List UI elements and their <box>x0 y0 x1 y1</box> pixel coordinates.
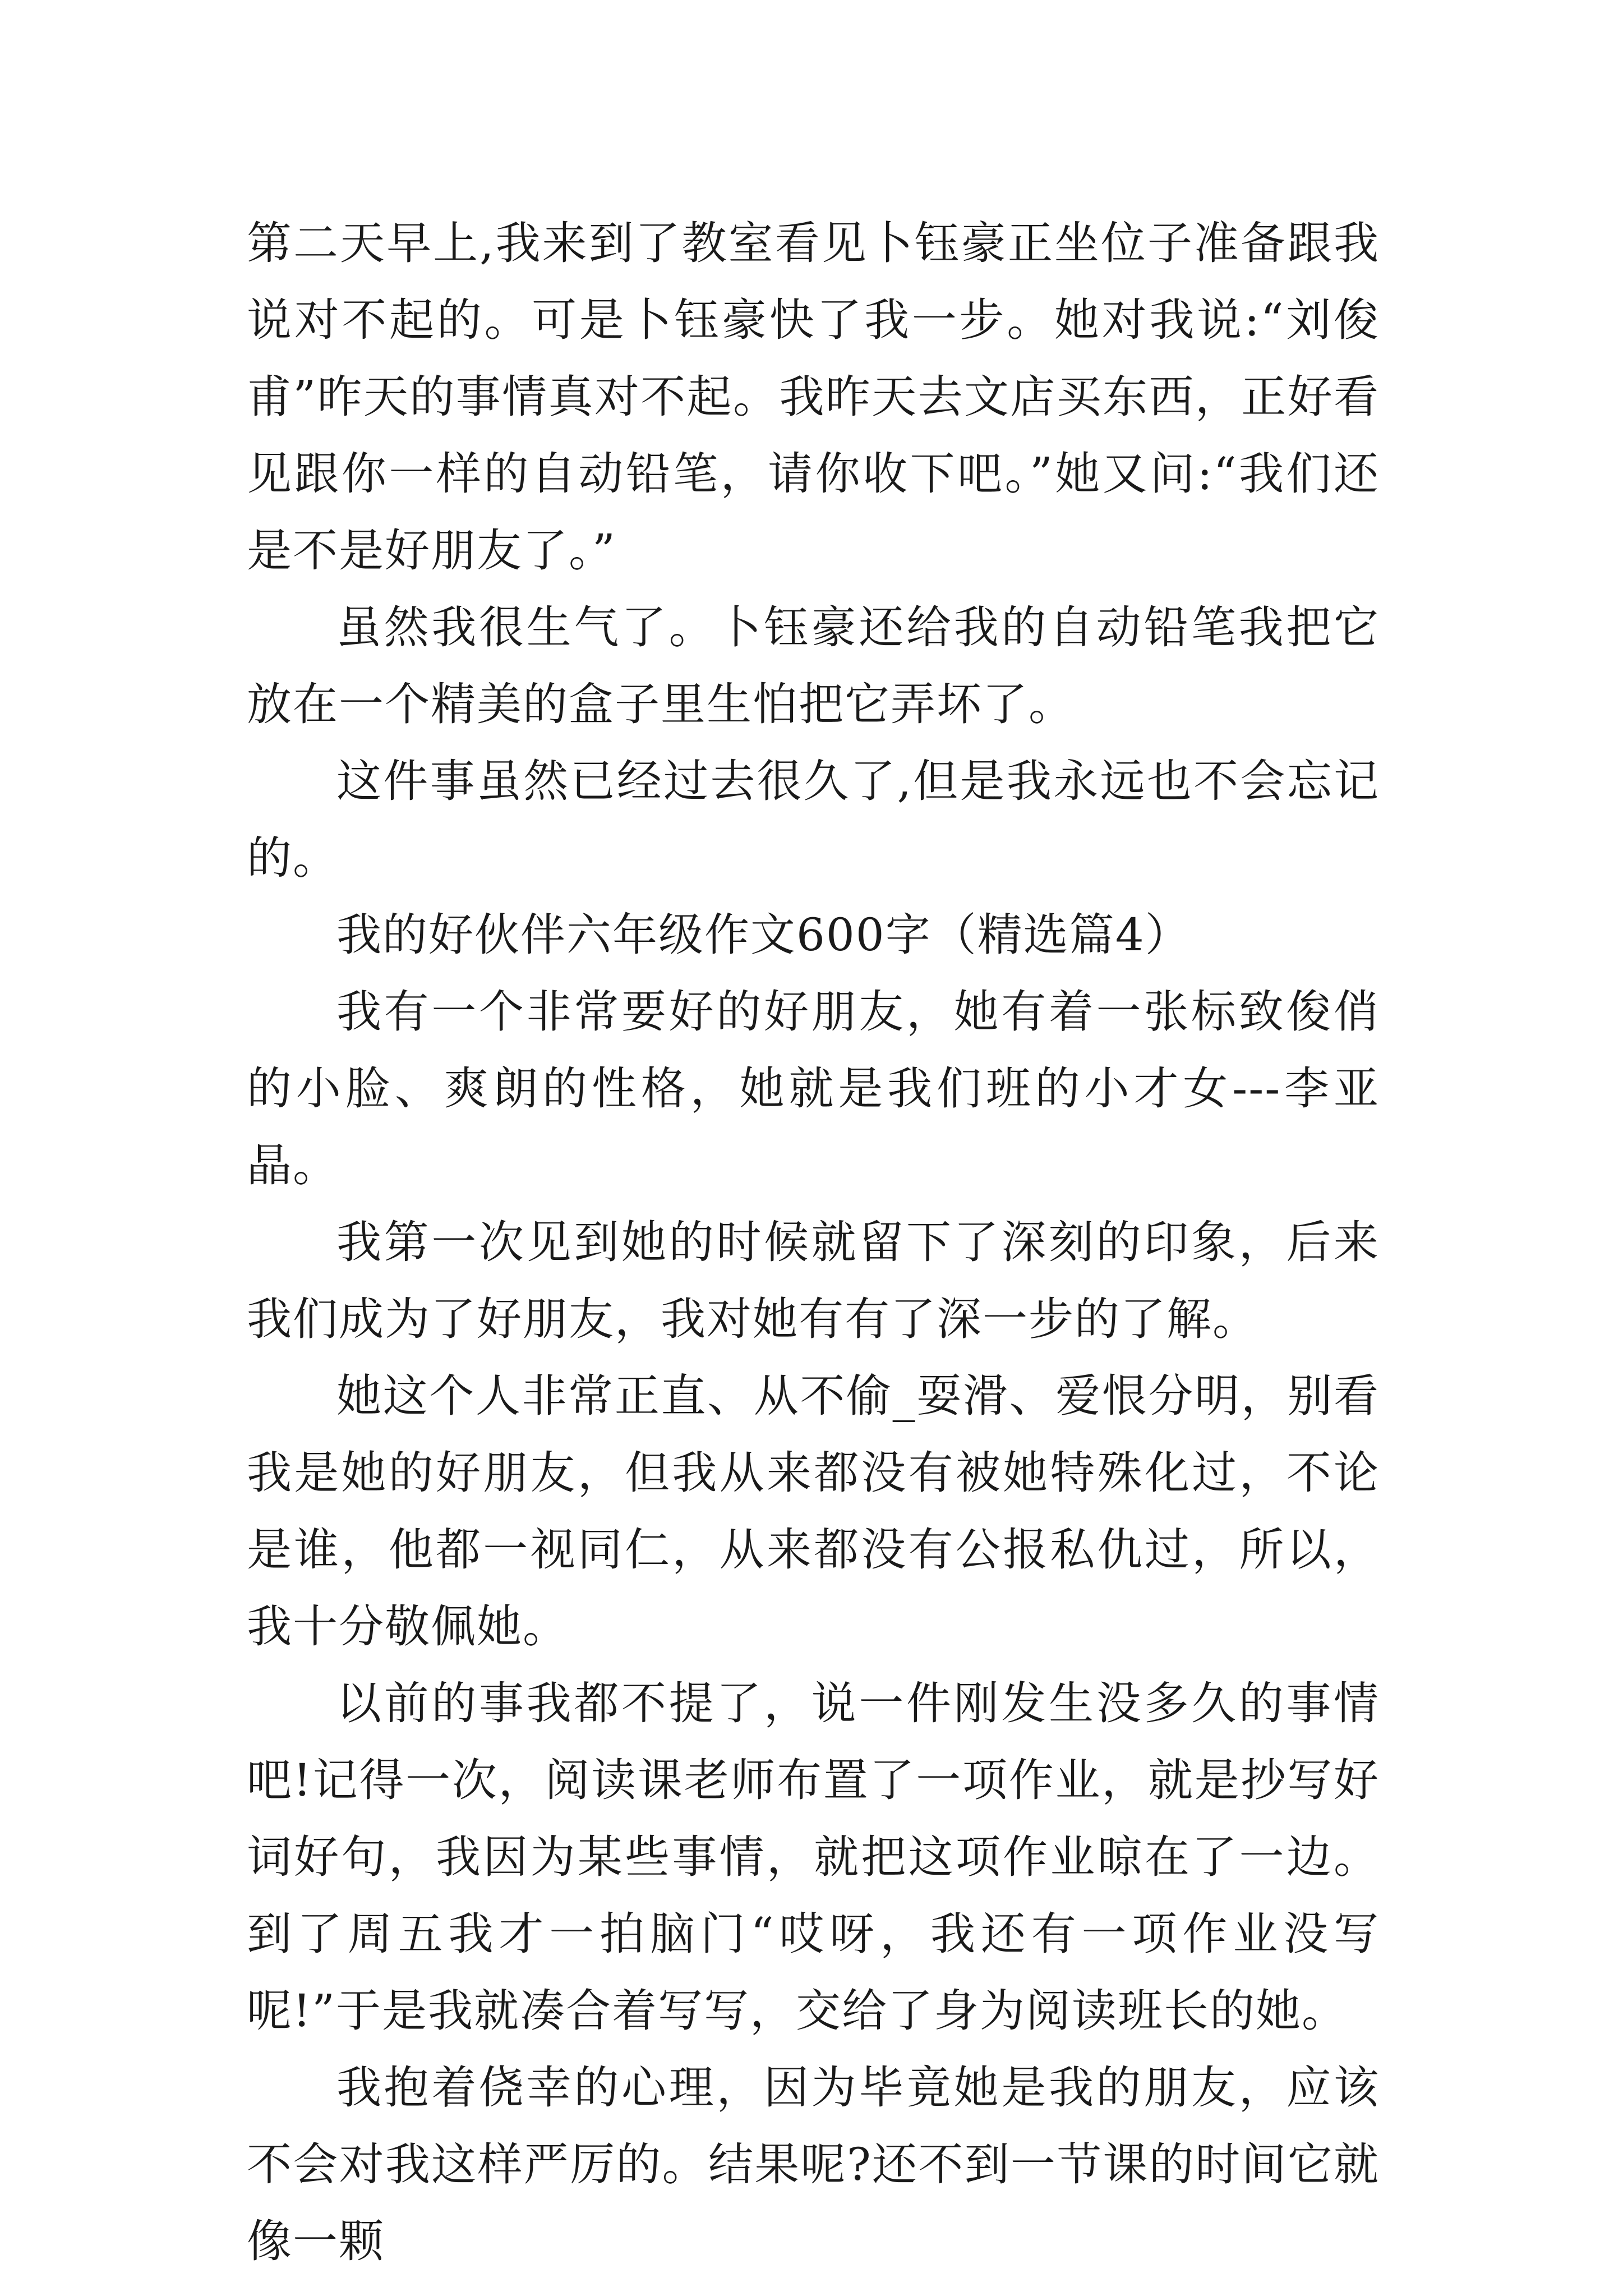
paragraph-2: 虽然我很生气了。卜钰豪还给我的自动铅笔我把它放在一个精美的盒子里生怕把它弄坏了。 <box>247 601 1380 730</box>
paragraph-9: 我抱着侥幸的心理，因为毕竟她是我的朋友，应该不会对我这样严厉的。结果呢?还不到一节课的时间它就像一颗 <box>247 2062 1380 2267</box>
paragraph-3: 这件事虽然已经过去很久了,但是我永远也不会忘记的。 <box>247 755 1380 884</box>
paragraph-6: 我第一次见到她的时候就留下了深刻的印象，后来我们成为了好朋友，我对她有有了深一步的了解。 <box>247 1216 1380 1345</box>
paragraph-7: 她这个人非常正直、从不偷_耍滑、爱恨分明，别看我是她的好朋友，但我从来都没有被她特殊化过，不论是谁，他都一视同仁，从来都没有公报私仇过，所以，我十分敬佩她。 <box>247 1370 1380 1653</box>
section-heading: 我的好伙伴六年级作文600字（精选篇4） <box>336 909 1191 961</box>
document-body <box>247 205 1380 2280</box>
paragraph-1: 第二天早上,我来到了教室看见卜钰豪正坐位子准备跟我说对不起的。可是卜钰豪快了我一步。她对我说:“刘俊甫”昨天的事情真对不起。我昨天去文店买东西，正好看见跟你一样的自动铅笔，请你收下吧。”她又问:“我们还是不是好朋友了。” <box>247 217 1380 577</box>
paragraph-5: 我有一个非常要好的好朋友，她有着一张标致俊俏的小脸、爽朗的性格，她就是我们班的小才女---李亚晶。 <box>247 986 1380 1191</box>
paragraph-8: 以前的事我都不提了，说一件刚发生没多久的事情吧!记得一次，阅读课老师布置了一项作业，就是抄写好词好句，我因为某些事情，就把这项作业晾在了一边。到了周五我才一拍脑门“哎呀，我还有一项作业没写呢!”于是我就凑合着写写，交给了身为阅读班长的她。 <box>247 1677 1380 2037</box>
